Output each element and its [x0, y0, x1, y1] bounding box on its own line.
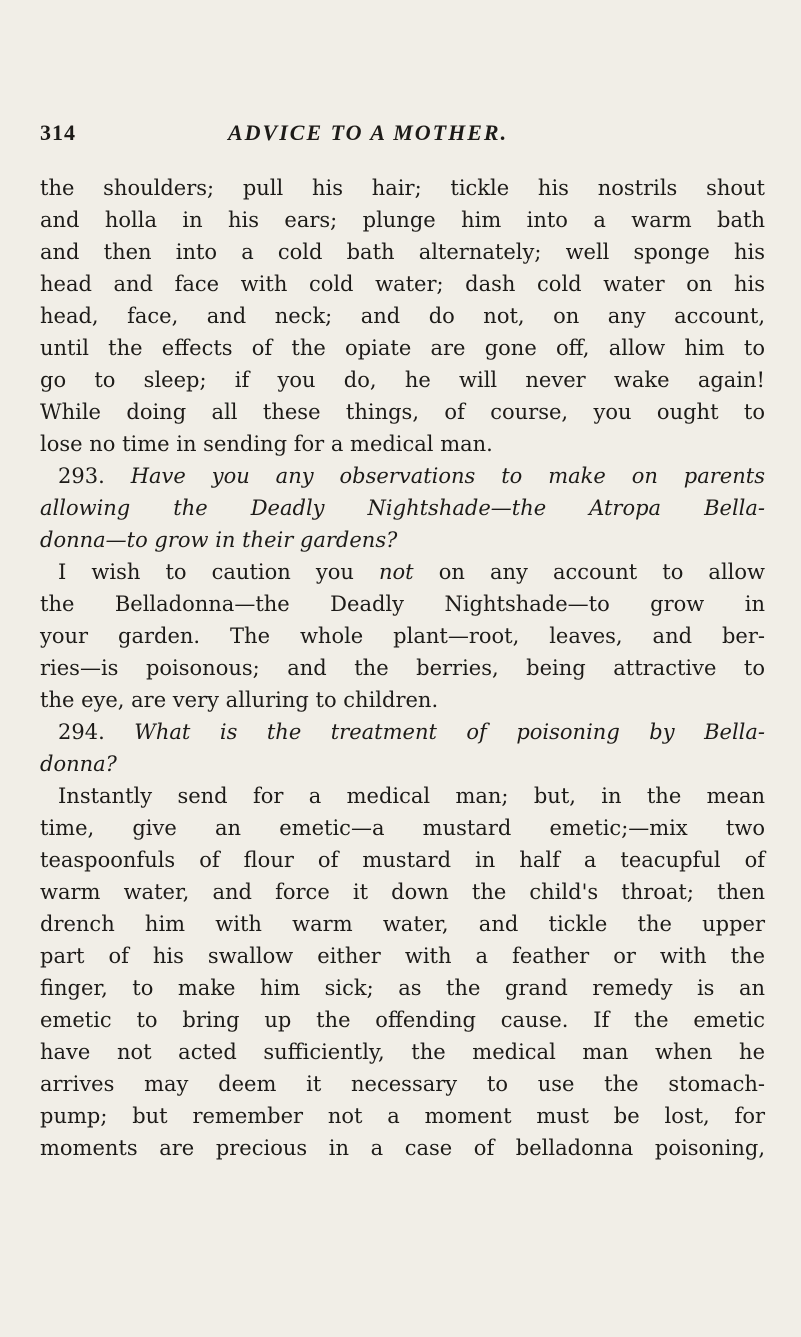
line-text: warm water, and force it down the child's throat; then [40, 880, 765, 904]
line-text: go to sleep; if you do, he will never wake again! [40, 368, 765, 392]
running-head: ADVICE TO A MOTHER. [228, 120, 509, 145]
text-line [40, 908, 765, 940]
text-line [40, 428, 765, 460]
line-text: lose no time in sending for a medical man. [40, 432, 493, 456]
text-line [40, 204, 765, 236]
text-line [40, 876, 765, 908]
question-number: 294. [58, 720, 105, 744]
text-line [58, 716, 765, 748]
text-line [40, 492, 765, 524]
text-line [40, 588, 765, 620]
line-text: on any account to allow [413, 560, 765, 584]
page-header [0, 120, 801, 150]
line-text: the shoulders; pull his hair; tickle his nostrils shout [40, 176, 765, 200]
line-text: While doing all these things, of course, you ought to [40, 400, 765, 424]
text-line [40, 844, 765, 876]
line-text: drench him with warm water, and tickle the upper [40, 912, 765, 936]
text-line [40, 396, 765, 428]
text-line [40, 972, 765, 1004]
line-text: time, give an emetic—a mustard emetic;—mix two [40, 816, 765, 840]
text-line [40, 1004, 765, 1036]
line-text: allowing the Deadly Nightshade—the Atropa Bella- [40, 496, 765, 520]
body-text [0, 172, 801, 1164]
line-text: your garden. The whole plant—root, leaves, and ber- [40, 624, 765, 648]
text-line [40, 684, 765, 716]
text-line [58, 460, 765, 492]
line-text: the Belladonna—the Deadly Nightshade—to grow in [40, 592, 765, 616]
line-text: Have you any observations to make on parents [130, 464, 765, 488]
text-line [40, 940, 765, 972]
line-text: emetic to bring up the offending cause. If the emetic [40, 1008, 765, 1032]
line-text: What is the treatment of poisoning by Bella- [134, 720, 765, 744]
text-line [58, 556, 765, 588]
line-text: arrives may deem it necessary to use the stomach- [40, 1072, 765, 1096]
line-text: donna—to grow in their gardens? [40, 528, 398, 552]
text-line [40, 1036, 765, 1068]
line-text: teaspoonfuls of flour of mustard in half a teacupful of [40, 848, 765, 872]
text-line [40, 1068, 765, 1100]
line-text: and holla in his ears; plunge him into a warm bath [40, 208, 765, 232]
text-line [40, 332, 765, 364]
emphasis: not [379, 560, 414, 584]
text-line [40, 236, 765, 268]
line-text: finger, to make him sick; as the grand remedy is an [40, 976, 765, 1000]
line-text: moments are precious in a case of belladonna poisoning, [40, 1136, 765, 1160]
text-line [40, 620, 765, 652]
line-text: and then into a cold bath alternately; well sponge his [40, 240, 765, 264]
line-text: head and face with cold water; dash cold water on his [40, 272, 765, 296]
line-text: pump; but remember not a moment must be lost, for [40, 1104, 765, 1128]
text-line [40, 172, 765, 204]
page-number: 314 [40, 120, 76, 145]
line-text: Instantly send for a medical man; but, in the mean [58, 784, 765, 808]
line-text: part of his swallow either with a feather or with the [40, 944, 765, 968]
question-number: 293. [58, 464, 105, 488]
text-line [40, 748, 765, 780]
line-text: head, face, and neck; and do not, on any account, [40, 304, 765, 328]
text-line [40, 1132, 765, 1164]
line-text: donna? [40, 752, 117, 776]
text-line [58, 780, 765, 812]
text-line [40, 268, 765, 300]
text-line [40, 1100, 765, 1132]
line-text: the eye, are very alluring to children. [40, 688, 439, 712]
line-text: ries—is poisonous; and the berries, being attractive to [40, 656, 765, 680]
text-line [40, 300, 765, 332]
text-line [40, 652, 765, 684]
text-line [40, 524, 765, 556]
text-line [40, 812, 765, 844]
line-text: I wish to caution you [58, 560, 380, 584]
line-text: until the effects of the opiate are gone off, allow him to [40, 336, 765, 360]
line-text: have not acted sufficiently, the medical man when he [40, 1040, 765, 1064]
text-line [40, 364, 765, 396]
